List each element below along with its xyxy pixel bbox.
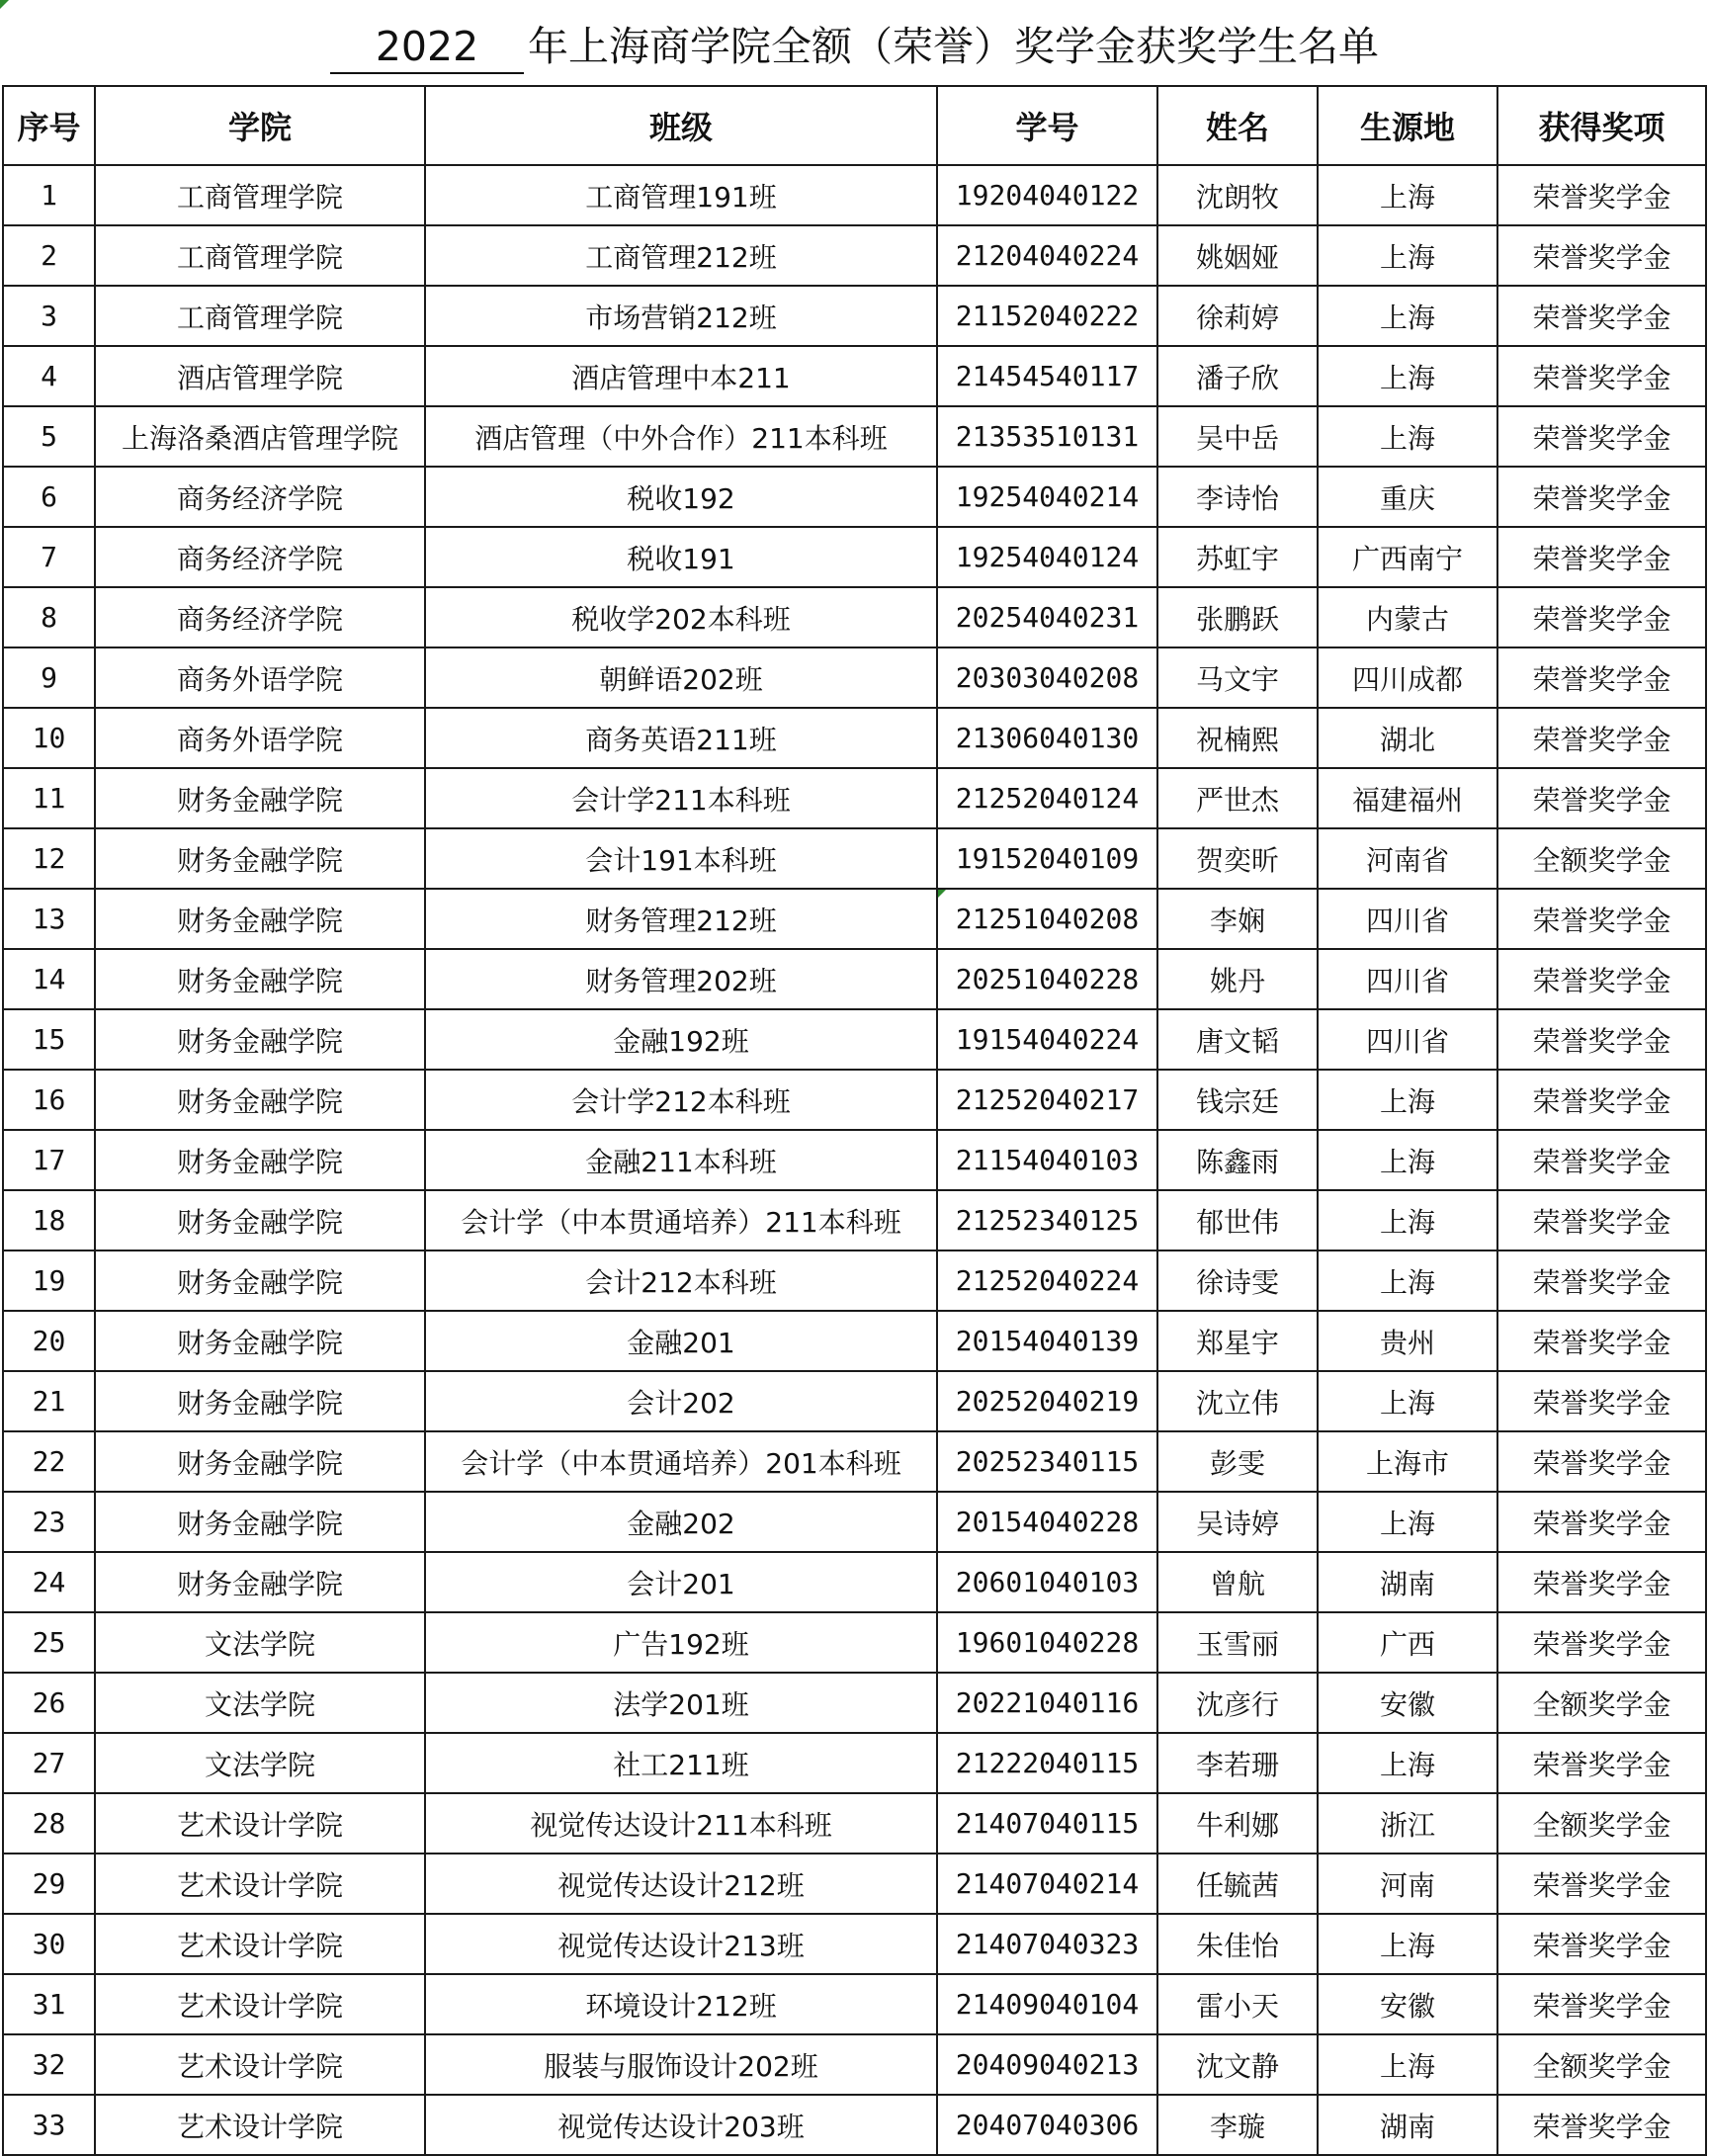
header-college: 学院 [95, 86, 425, 165]
student-name-cell: 钱宗廷 [1157, 1070, 1318, 1130]
student-name-cell: 张鹏跃 [1157, 587, 1318, 647]
table-row [3, 346, 1706, 406]
award-cell: 荣誉奖学金 [1497, 1009, 1706, 1070]
serial-no-cell: 28 [3, 1793, 95, 1854]
student-id-cell: 21454540117 [937, 346, 1157, 406]
student-id-cell: 21409040104 [937, 1974, 1157, 2034]
origin-cell: 上海 [1318, 1914, 1497, 1974]
origin-cell: 重庆 [1318, 467, 1497, 527]
table-row [3, 1311, 1706, 1371]
table-row [3, 467, 1706, 527]
class-cell: 会计202 [425, 1371, 937, 1431]
student-name-cell: 徐莉婷 [1157, 286, 1318, 346]
college-cell: 商务经济学院 [95, 587, 425, 647]
cell-comment-marker [0, 0, 9, 9]
class-cell: 金融211本科班 [425, 1130, 937, 1190]
table-row [3, 1673, 1706, 1733]
table-row [3, 2034, 1706, 2095]
award-cell: 荣誉奖学金 [1497, 1371, 1706, 1431]
student-name-cell: 沈立伟 [1157, 1371, 1318, 1431]
serial-no-cell: 5 [3, 406, 95, 467]
student-id-cell: 20407040306 [937, 2095, 1157, 2155]
award-cell: 全额奖学金 [1497, 1673, 1706, 1733]
document-title [0, 14, 1709, 79]
table-row [3, 647, 1706, 708]
college-cell: 艺术设计学院 [95, 2034, 425, 2095]
class-cell: 会计学（中本贯通培养）201本科班 [425, 1431, 937, 1492]
serial-no-cell: 6 [3, 467, 95, 527]
origin-cell: 上海 [1318, 346, 1497, 406]
serial-no-cell: 14 [3, 949, 95, 1009]
origin-cell: 安徽 [1318, 1673, 1497, 1733]
serial-no-cell: 32 [3, 2034, 95, 2095]
student-name-cell: 潘子欣 [1157, 346, 1318, 406]
table-row [3, 1070, 1706, 1130]
student-name-cell: 姚姻娅 [1157, 225, 1318, 286]
table-row [3, 1130, 1706, 1190]
class-cell: 服装与服饰设计202班 [425, 2034, 937, 2095]
scholarship-table [2, 85, 1707, 2156]
award-cell: 荣誉奖学金 [1497, 527, 1706, 587]
serial-no-cell: 20 [3, 1311, 95, 1371]
college-cell: 财务金融学院 [95, 768, 425, 828]
table-row [3, 1733, 1706, 1793]
award-cell: 荣誉奖学金 [1497, 1914, 1706, 1974]
student-id-cell: 21407040323 [937, 1914, 1157, 1974]
award-cell: 荣誉奖学金 [1497, 2095, 1706, 2155]
college-cell: 财务金融学院 [95, 1070, 425, 1130]
origin-cell: 广西 [1318, 1612, 1497, 1673]
title-year: 2022 [330, 21, 524, 74]
class-cell: 市场营销212班 [425, 286, 937, 346]
table-row [3, 1371, 1706, 1431]
college-cell: 文法学院 [95, 1733, 425, 1793]
serial-no-cell: 18 [3, 1190, 95, 1250]
class-cell: 酒店管理（中外合作）211本科班 [425, 406, 937, 467]
college-cell: 艺术设计学院 [95, 1914, 425, 1974]
college-cell: 财务金融学院 [95, 949, 425, 1009]
header-origin: 生源地 [1318, 86, 1497, 165]
origin-cell: 上海 [1318, 1250, 1497, 1311]
student-name-cell: 沈文静 [1157, 2034, 1318, 2095]
table-header-row [3, 86, 1706, 165]
origin-cell: 河南省 [1318, 828, 1497, 889]
table-row [3, 1612, 1706, 1673]
class-cell: 财务管理212班 [425, 889, 937, 949]
student-name-cell: 任毓茜 [1157, 1854, 1318, 1914]
student-name-cell: 玉雪丽 [1157, 1612, 1318, 1673]
college-cell: 财务金融学院 [95, 828, 425, 889]
origin-cell: 上海 [1318, 225, 1497, 286]
serial-no-cell: 8 [3, 587, 95, 647]
serial-no-cell: 12 [3, 828, 95, 889]
award-cell: 荣誉奖学金 [1497, 708, 1706, 768]
award-cell: 荣誉奖学金 [1497, 406, 1706, 467]
student-name-cell: 沈朗牧 [1157, 165, 1318, 225]
table-row [3, 1190, 1706, 1250]
table-row [3, 1431, 1706, 1492]
award-cell: 荣誉奖学金 [1497, 1974, 1706, 2034]
student-name-cell: 彭雯 [1157, 1431, 1318, 1492]
student-name-cell: 吴中岳 [1157, 406, 1318, 467]
origin-cell: 上海 [1318, 1492, 1497, 1552]
student-id-cell: 21154040103 [937, 1130, 1157, 1190]
serial-no-cell: 11 [3, 768, 95, 828]
serial-no-cell: 23 [3, 1492, 95, 1552]
class-cell: 朝鲜语202班 [425, 647, 937, 708]
class-cell: 金融202 [425, 1492, 937, 1552]
origin-cell: 上海 [1318, 286, 1497, 346]
table-row [3, 708, 1706, 768]
student-name-cell: 徐诗雯 [1157, 1250, 1318, 1311]
origin-cell: 上海市 [1318, 1431, 1497, 1492]
student-id-cell: 20254040231 [937, 587, 1157, 647]
class-cell: 视觉传达设计203班 [425, 2095, 937, 2155]
student-id-cell: 19154040224 [937, 1009, 1157, 1070]
origin-cell: 贵州 [1318, 1311, 1497, 1371]
serial-no-cell: 13 [3, 889, 95, 949]
student-id-cell: 20251040228 [937, 949, 1157, 1009]
header-serial-no: 序号 [3, 86, 95, 165]
table-row [3, 1009, 1706, 1070]
serial-no-cell: 31 [3, 1974, 95, 2034]
student-id-cell: 20221040116 [937, 1673, 1157, 1733]
student-id-cell: 20154040228 [937, 1492, 1157, 1552]
serial-no-cell: 16 [3, 1070, 95, 1130]
student-id-cell: 21204040224 [937, 225, 1157, 286]
college-cell: 艺术设计学院 [95, 1974, 425, 2034]
college-cell: 上海洛桑酒店管理学院 [95, 406, 425, 467]
student-name-cell: 姚丹 [1157, 949, 1318, 1009]
origin-cell: 上海 [1318, 1371, 1497, 1431]
college-cell: 财务金融学院 [95, 1431, 425, 1492]
serial-no-cell: 30 [3, 1914, 95, 1974]
header-name: 姓名 [1157, 86, 1318, 165]
college-cell: 文法学院 [95, 1673, 425, 1733]
table-body [3, 165, 1706, 2155]
origin-cell: 上海 [1318, 1190, 1497, 1250]
college-cell: 艺术设计学院 [95, 1854, 425, 1914]
college-cell: 财务金融学院 [95, 1492, 425, 1552]
class-cell: 社工211班 [425, 1733, 937, 1793]
student-name-cell: 李娴 [1157, 889, 1318, 949]
student-id-cell: 19254040214 [937, 467, 1157, 527]
student-id-cell: 19204040122 [937, 165, 1157, 225]
award-cell: 荣誉奖学金 [1497, 165, 1706, 225]
header-class: 班级 [425, 86, 937, 165]
serial-no-cell: 17 [3, 1130, 95, 1190]
origin-cell: 内蒙古 [1318, 587, 1497, 647]
student-id-cell: 21407040115 [937, 1793, 1157, 1854]
college-cell: 酒店管理学院 [95, 346, 425, 406]
student-id-cell: 20303040208 [937, 647, 1157, 708]
student-name-cell: 朱佳怡 [1157, 1914, 1318, 1974]
class-cell: 金融201 [425, 1311, 937, 1371]
table-row [3, 1974, 1706, 2034]
college-cell: 财务金融学院 [95, 1311, 425, 1371]
award-cell: 全额奖学金 [1497, 2034, 1706, 2095]
student-id-cell: 21251040208 [937, 889, 1157, 949]
student-id-cell: 21252040224 [937, 1250, 1157, 1311]
college-cell: 工商管理学院 [95, 225, 425, 286]
class-cell: 视觉传达设计211本科班 [425, 1793, 937, 1854]
table-row [3, 768, 1706, 828]
origin-cell: 湖南 [1318, 2095, 1497, 2155]
table-row [3, 1492, 1706, 1552]
college-cell: 商务外语学院 [95, 647, 425, 708]
student-name-cell: 马文宇 [1157, 647, 1318, 708]
serial-no-cell: 21 [3, 1371, 95, 1431]
serial-no-cell: 33 [3, 2095, 95, 2155]
origin-cell: 福建福州 [1318, 768, 1497, 828]
college-cell: 财务金融学院 [95, 1552, 425, 1612]
serial-no-cell: 10 [3, 708, 95, 768]
origin-cell: 四川省 [1318, 1009, 1497, 1070]
title-text: 年上海商学院全额（荣誉）奖学金获奖学生名单 [528, 23, 1379, 70]
college-cell: 艺术设计学院 [95, 2095, 425, 2155]
college-cell: 财务金融学院 [95, 1130, 425, 1190]
student-name-cell: 唐文韬 [1157, 1009, 1318, 1070]
award-cell: 荣誉奖学金 [1497, 346, 1706, 406]
origin-cell: 四川成都 [1318, 647, 1497, 708]
student-id-cell: 21306040130 [937, 708, 1157, 768]
award-cell: 荣誉奖学金 [1497, 1431, 1706, 1492]
student-name-cell: 李璇 [1157, 2095, 1318, 2155]
class-cell: 工商管理191班 [425, 165, 937, 225]
class-cell: 税收192 [425, 467, 937, 527]
student-id-cell: 21252040217 [937, 1070, 1157, 1130]
student-name-cell: 雷小天 [1157, 1974, 1318, 2034]
class-cell: 视觉传达设计212班 [425, 1854, 937, 1914]
table-row [3, 527, 1706, 587]
serial-no-cell: 2 [3, 225, 95, 286]
class-cell: 会计学212本科班 [425, 1070, 937, 1130]
class-cell: 会计191本科班 [425, 828, 937, 889]
class-cell: 酒店管理中本211 [425, 346, 937, 406]
award-cell: 荣誉奖学金 [1497, 467, 1706, 527]
class-cell: 会计学211本科班 [425, 768, 937, 828]
student-id-cell: 19601040228 [937, 1612, 1157, 1673]
serial-no-cell: 15 [3, 1009, 95, 1070]
origin-cell: 湖南 [1318, 1552, 1497, 1612]
award-cell: 荣誉奖学金 [1497, 1250, 1706, 1311]
award-cell: 荣誉奖学金 [1497, 1552, 1706, 1612]
student-id-cell: 20409040213 [937, 2034, 1157, 2095]
class-cell: 金融192班 [425, 1009, 937, 1070]
student-id-cell: 19254040124 [937, 527, 1157, 587]
origin-cell: 上海 [1318, 1733, 1497, 1793]
college-cell: 工商管理学院 [95, 286, 425, 346]
college-cell: 财务金融学院 [95, 1190, 425, 1250]
student-name-cell: 李诗怡 [1157, 467, 1318, 527]
origin-cell: 上海 [1318, 165, 1497, 225]
serial-no-cell: 25 [3, 1612, 95, 1673]
class-cell: 工商管理212班 [425, 225, 937, 286]
college-cell: 财务金融学院 [95, 1371, 425, 1431]
award-cell: 荣誉奖学金 [1497, 1070, 1706, 1130]
award-cell: 荣誉奖学金 [1497, 768, 1706, 828]
student-name-cell: 吴诗婷 [1157, 1492, 1318, 1552]
award-cell: 全额奖学金 [1497, 1793, 1706, 1854]
class-cell: 法学201班 [425, 1673, 937, 1733]
student-name-cell: 曾航 [1157, 1552, 1318, 1612]
college-cell: 商务经济学院 [95, 467, 425, 527]
table-row [3, 1854, 1706, 1914]
serial-no-cell: 24 [3, 1552, 95, 1612]
student-name-cell: 严世杰 [1157, 768, 1318, 828]
award-cell: 荣誉奖学金 [1497, 1854, 1706, 1914]
student-id-cell: 21152040222 [937, 286, 1157, 346]
origin-cell: 四川省 [1318, 949, 1497, 1009]
class-cell: 会计212本科班 [425, 1250, 937, 1311]
student-id-cell: 20154040139 [937, 1311, 1157, 1371]
student-name-cell: 郁世伟 [1157, 1190, 1318, 1250]
table-row [3, 587, 1706, 647]
serial-no-cell: 22 [3, 1431, 95, 1492]
table-row [3, 1793, 1706, 1854]
student-name-cell: 郑星宇 [1157, 1311, 1318, 1371]
award-cell: 荣誉奖学金 [1497, 1311, 1706, 1371]
origin-cell: 四川省 [1318, 889, 1497, 949]
college-cell: 艺术设计学院 [95, 1793, 425, 1854]
serial-no-cell: 29 [3, 1854, 95, 1914]
student-name-cell: 牛利娜 [1157, 1793, 1318, 1854]
origin-cell: 广西南宁 [1318, 527, 1497, 587]
table-row [3, 828, 1706, 889]
class-cell: 会计学（中本贯通培养）211本科班 [425, 1190, 937, 1250]
serial-no-cell: 4 [3, 346, 95, 406]
origin-cell: 上海 [1318, 406, 1497, 467]
table-row [3, 1250, 1706, 1311]
serial-no-cell: 7 [3, 527, 95, 587]
award-cell: 荣誉奖学金 [1497, 1612, 1706, 1673]
cell-comment-marker [938, 890, 946, 898]
origin-cell: 湖北 [1318, 708, 1497, 768]
table-row [3, 1552, 1706, 1612]
origin-cell: 浙江 [1318, 1793, 1497, 1854]
award-cell: 荣誉奖学金 [1497, 889, 1706, 949]
student-name-cell: 贺奕昕 [1157, 828, 1318, 889]
college-cell: 财务金融学院 [95, 1009, 425, 1070]
serial-no-cell: 19 [3, 1250, 95, 1311]
award-cell: 荣誉奖学金 [1497, 1130, 1706, 1190]
student-name-cell: 陈鑫雨 [1157, 1130, 1318, 1190]
student-id-cell: 20601040103 [937, 1552, 1157, 1612]
college-cell: 工商管理学院 [95, 165, 425, 225]
origin-cell: 上海 [1318, 2034, 1497, 2095]
college-cell: 财务金融学院 [95, 889, 425, 949]
table-row [3, 2095, 1706, 2155]
table-row [3, 889, 1706, 949]
serial-no-cell: 9 [3, 647, 95, 708]
table-row [3, 949, 1706, 1009]
origin-cell: 上海 [1318, 1070, 1497, 1130]
award-cell: 荣誉奖学金 [1497, 225, 1706, 286]
serial-no-cell: 27 [3, 1733, 95, 1793]
class-cell: 环境设计212班 [425, 1974, 937, 2034]
student-id-cell: 21353510131 [937, 406, 1157, 467]
award-cell: 全额奖学金 [1497, 828, 1706, 889]
serial-no-cell: 26 [3, 1673, 95, 1733]
award-cell: 荣誉奖学金 [1497, 587, 1706, 647]
student-id-cell: 20252340115 [937, 1431, 1157, 1492]
student-id-cell: 19152040109 [937, 828, 1157, 889]
table-row [3, 165, 1706, 225]
table-row [3, 406, 1706, 467]
award-cell: 荣誉奖学金 [1497, 647, 1706, 708]
college-cell: 文法学院 [95, 1612, 425, 1673]
award-cell: 荣誉奖学金 [1497, 1190, 1706, 1250]
origin-cell: 安徽 [1318, 1974, 1497, 2034]
college-cell: 商务经济学院 [95, 527, 425, 587]
college-cell: 商务外语学院 [95, 708, 425, 768]
class-cell: 会计201 [425, 1552, 937, 1612]
student-id-cell: 21252340125 [937, 1190, 1157, 1250]
class-cell: 广告192班 [425, 1612, 937, 1673]
origin-cell: 河南 [1318, 1854, 1497, 1914]
serial-no-cell: 3 [3, 286, 95, 346]
table-row [3, 225, 1706, 286]
award-cell: 荣誉奖学金 [1497, 1733, 1706, 1793]
header-award: 获得奖项 [1497, 86, 1706, 165]
header-student-id: 学号 [937, 86, 1157, 165]
class-cell: 商务英语211班 [425, 708, 937, 768]
award-cell: 荣誉奖学金 [1497, 1492, 1706, 1552]
award-cell: 荣誉奖学金 [1497, 286, 1706, 346]
college-cell: 财务金融学院 [95, 1250, 425, 1311]
origin-cell: 上海 [1318, 1130, 1497, 1190]
student-name-cell: 沈彦行 [1157, 1673, 1318, 1733]
student-id-cell: 21252040124 [937, 768, 1157, 828]
student-id-cell: 21407040214 [937, 1854, 1157, 1914]
serial-no-cell: 1 [3, 165, 95, 225]
table-row [3, 1914, 1706, 1974]
student-id-cell: 21222040115 [937, 1733, 1157, 1793]
class-cell: 视觉传达设计213班 [425, 1914, 937, 1974]
student-id-cell: 20252040219 [937, 1371, 1157, 1431]
student-name-cell: 李若珊 [1157, 1733, 1318, 1793]
table-row [3, 286, 1706, 346]
award-cell: 荣誉奖学金 [1497, 949, 1706, 1009]
student-name-cell: 苏虹宇 [1157, 527, 1318, 587]
student-name-cell: 祝楠熙 [1157, 708, 1318, 768]
class-cell: 税收学202本科班 [425, 587, 937, 647]
class-cell: 财务管理202班 [425, 949, 937, 1009]
class-cell: 税收191 [425, 527, 937, 587]
